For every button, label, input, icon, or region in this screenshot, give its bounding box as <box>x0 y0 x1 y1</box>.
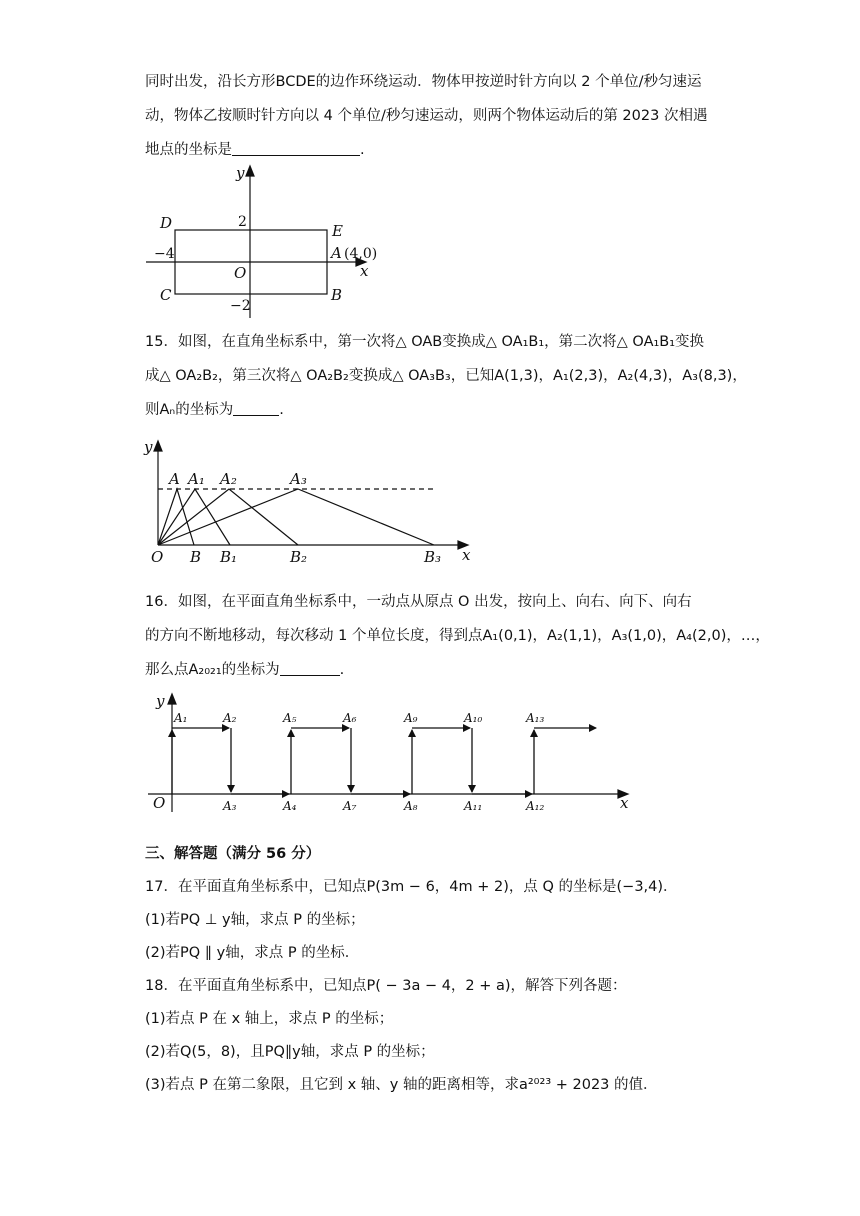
q15-origin-label: O <box>151 548 164 566</box>
q18-subquestion-2: (2)若Q(5，8)，且PQ∥y轴，求点 P 的坐标； <box>145 1044 435 1060</box>
q14-tick-2: 2 <box>238 214 247 230</box>
q14-point-A-coord: (4,0) <box>344 246 378 262</box>
q16-bottom-point-label: A₃ <box>223 799 237 813</box>
q15-point-B3: B₃ <box>424 548 442 566</box>
q14-origin-label: O <box>234 264 247 282</box>
q15-point-A: A <box>169 470 180 488</box>
q15-text-line1: 15．如图，在直角坐标系中，第一次将△ OAB变换成△ OA₁B₁，第二次将△ OA₁B₁变换 <box>145 334 705 350</box>
q16-text-line1: 16．如图，在平面直角坐标系中，一动点从原点 O 出发，按向上、向右、向下、向右 <box>145 594 692 610</box>
q15-y-label: y <box>144 438 153 456</box>
q14-text-line1: 同时出发，沿长方形BCDE的边作环绕运动．物体甲按逆时针方向以 2 个单位/秒匀速运 <box>145 74 702 90</box>
q16-y-label: y <box>156 692 165 710</box>
q15-point-B1: B₁ <box>220 548 238 566</box>
q18-subquestion-3: (3)若点 P 在第二象限，且它到 x 轴、y 轴的距离相等，求a²⁰²³ + 2023 的值． <box>145 1077 658 1093</box>
q15-point-A3: A₃ <box>290 470 307 488</box>
q14-tick-neg4: −4 <box>154 246 175 262</box>
q16-x-label: x <box>620 794 629 812</box>
q16-top-point-label: A₁₃ <box>526 711 545 725</box>
q16-origin-label: O <box>153 794 166 812</box>
q16-bottom-point-label: A₁₂ <box>526 799 545 813</box>
q16-y-arrow <box>168 694 176 704</box>
q14-y-label: y <box>236 164 245 182</box>
q16-bottom-point-label: A₄ <box>283 799 297 813</box>
q14-point-D: D <box>160 214 173 232</box>
q16-top-point-label: A₂ <box>223 711 237 725</box>
q17-text-line1: 17．在平面直角坐标系中，已知点P(3m − 6，4m + 2)，点 Q 的坐标是(−3,4)． <box>145 879 678 895</box>
q15-text-line2: 成△ OA₂B₂，第三次将△ OA₂B₂变换成△ OA₃B₃，已知A(1,3)，A₁(2,3)，A₂(4,3)，A₃(8,3)， <box>145 368 747 384</box>
q16-top-point-label: A₆ <box>343 711 357 725</box>
q14-end-punct: . <box>360 142 365 158</box>
q16-bottom-point-label: A₁₁ <box>464 799 483 813</box>
q18-subquestion-1: (1)若点 P 在 x 轴上，求点 P 的坐标； <box>145 1011 394 1027</box>
q17-subquestion-2: (2)若PQ ∥ y轴，求点 P 的坐标． <box>145 945 360 961</box>
q16-top-point-label: A₁ <box>174 711 188 725</box>
q14-point-C: C <box>160 286 172 304</box>
q15-x-label: x <box>462 546 471 564</box>
q14-text-line2: 动，物体乙按顺时针方向以 4 个单位/秒匀速运动，则两个物体运动后的第 2023 次相遇 <box>145 108 708 124</box>
q16-bottom-point-label: A₇ <box>343 799 357 813</box>
q15-point-A1: A₁ <box>188 470 205 488</box>
q16-top-point-label: A₉ <box>404 711 418 725</box>
q15-prompt: 则Aₙ的坐标为 <box>145 402 234 418</box>
q15-point-A2: A₂ <box>220 470 237 488</box>
q14-point-B: B <box>331 286 343 304</box>
section-3-heading: 三、解答题（满分 56 分） <box>145 846 321 862</box>
q14-x-label: x <box>360 262 369 280</box>
q18-text-line1: 18．在平面直角坐标系中，已知点P( − 3a − 4，2 + a)，解答下列各题： <box>145 978 627 994</box>
q16-prompt: 那么点A₂₀₂₁的坐标为 <box>145 662 280 678</box>
q14-prompt: 地点的坐标是 <box>145 142 232 158</box>
q15-end-punct: . <box>279 402 284 418</box>
q16-top-point-label: A₁₀ <box>464 711 483 725</box>
q14-tick-neg2: −2 <box>230 298 251 314</box>
q16-top-point-label: A₅ <box>283 711 297 725</box>
q14-point-A: A <box>331 244 342 262</box>
q17-subquestion-1: (1)若PQ ⊥ y轴，求点 P 的坐标； <box>145 912 365 928</box>
q16-bottom-point-label: A₈ <box>404 799 418 813</box>
q16-end-punct: . <box>339 662 345 678</box>
q14-point-E: E <box>332 222 343 240</box>
q15-point-B: B <box>190 548 202 566</box>
q16-text-line2: 的方向不断地移动，每次移动 1 个单位长度，得到点A₁(0,1)，A₂(1,1)，A₃(1,0)，A₄(2,0)，…， <box>145 628 770 644</box>
q15-point-B2: B₂ <box>290 548 308 566</box>
